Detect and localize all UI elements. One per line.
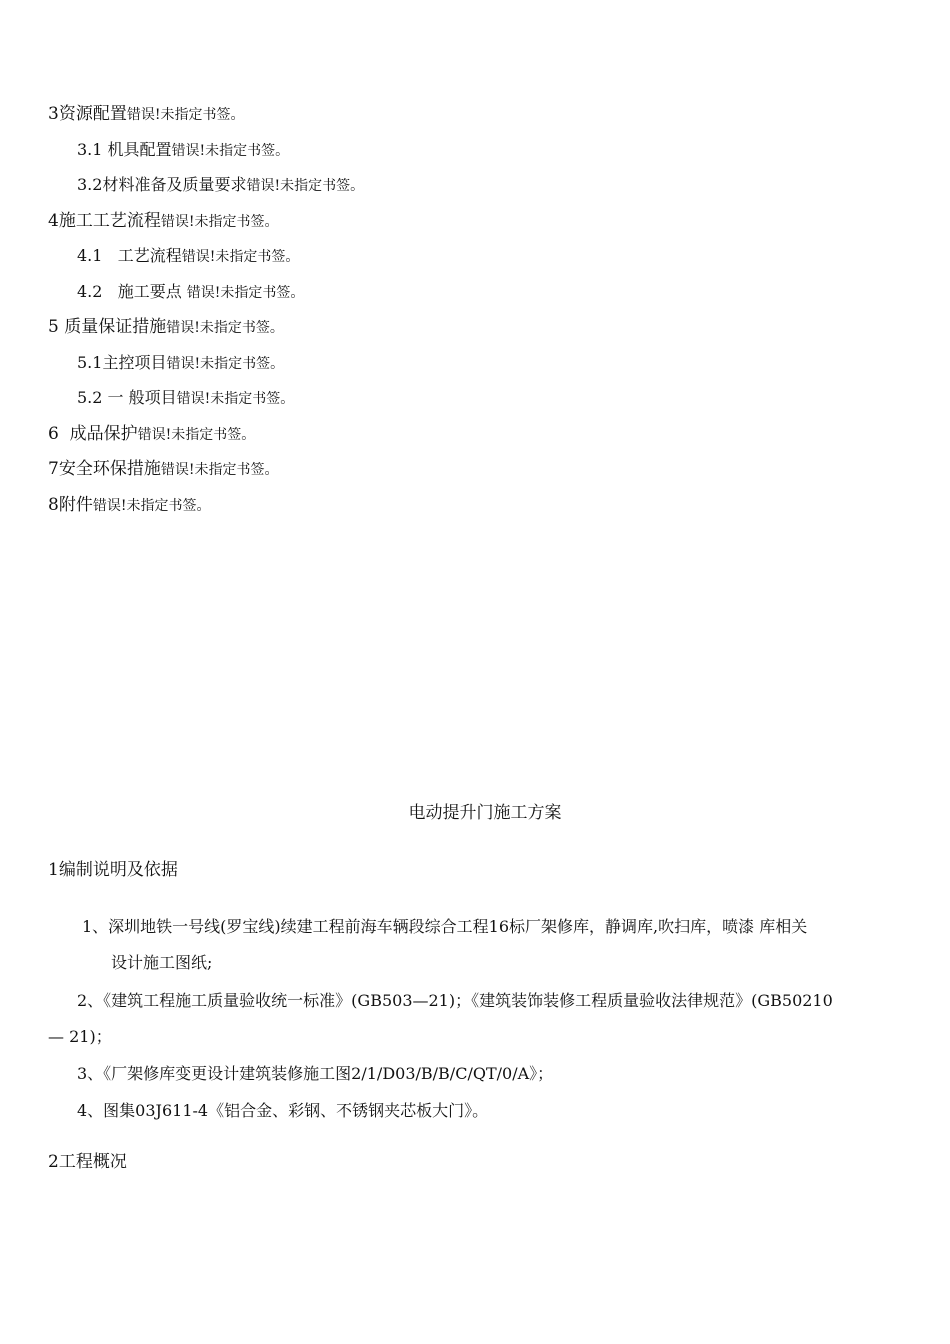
toc-entry-label: 4施工工艺流程 [48, 211, 161, 231]
toc-entry-label: 7安全环保措施 [48, 459, 161, 479]
section-heading: 2工程概况 [48, 1152, 127, 1172]
toc-entry-label: 5 质量保证措施 [48, 317, 167, 337]
toc-entry-error: 错误!未指定书签。 [186, 285, 305, 301]
toc-entry-error: 错误!未指定书签。 [246, 178, 365, 194]
toc-entry[interactable] [48, 459, 278, 480]
toc-entry[interactable] [77, 246, 299, 267]
toc-entry-label: 5.1主控项目 [77, 353, 167, 372]
toc-entry-label: 5.2 一 般项目 [77, 388, 177, 407]
reference-item-3: 3、《厂架修库变更设计建筑装修施工图2/1/D03/B/B/C/QT/0/A》； [77, 1064, 554, 1083]
toc-entry[interactable] [48, 104, 244, 125]
reference-item-4: 4、图集03J611-4《铝合金、彩钢、不锈钢夹芯板大门》。 [77, 1101, 489, 1120]
reference-item-2-continued: — 21)； [48, 1027, 112, 1046]
toc-entry-label: 3.1 机具配置 [77, 140, 172, 159]
toc-entry[interactable] [48, 317, 284, 338]
reference-item-1-continued: 设计施工图纸; [111, 953, 213, 972]
toc-entry-label: 3资源配置 [48, 104, 127, 124]
toc-entry-label: 6 成品保护 [48, 424, 138, 444]
toc-entry-error: 错误!未指定书签。 [171, 143, 290, 159]
toc-entry-label: 8附件 [48, 495, 93, 515]
reference-item-2: 2、《建筑工程施工质量验收统一标准》(GB503—21)；《建筑装饰装修工程质量验收法律规范》(GB50210 [77, 991, 833, 1010]
toc-entry[interactable] [77, 175, 364, 196]
section-heading: 1编制说明及依据 [48, 860, 178, 880]
toc-entry-error: 错误!未指定书签。 [137, 427, 256, 443]
toc-entry[interactable] [48, 495, 210, 516]
toc-entry[interactable] [48, 424, 255, 445]
toc-entry-error: 错误!未指定书签。 [166, 356, 285, 372]
toc-entry-label: 3.2材料准备及质量要求 [77, 175, 247, 194]
document-title: 电动提升门施工方案 [408, 803, 562, 823]
toc-entry[interactable] [77, 140, 289, 161]
toc-entry[interactable] [77, 282, 304, 303]
toc-entry[interactable] [77, 353, 284, 374]
toc-entry-label: 4.1 工艺流程 [77, 246, 182, 265]
toc-entry-error: 错误!未指定书签。 [166, 320, 284, 336]
toc-entry-error: 错误!未指定书签。 [92, 498, 211, 514]
toc-entry[interactable] [48, 211, 278, 232]
toc-entry-error: 错误!未指定书签。 [181, 249, 300, 265]
toc-entry-label: 4.2 施工要点 [77, 282, 187, 301]
toc-entry-error: 错误!未指定书签。 [176, 391, 295, 407]
toc-entry-error: 错误!未指定书签。 [126, 107, 245, 123]
toc-entry-error: 错误!未指定书签。 [160, 462, 279, 478]
reference-item-1: 1、深圳地铁一号线(罗宝线)续建工程前海车辆段综合工程16标厂架修库，静调库,吹扫库，喷漆 库相关 [82, 917, 808, 936]
toc-entry-error: 错误!未指定书签。 [160, 214, 279, 230]
toc-entry[interactable] [77, 388, 294, 409]
